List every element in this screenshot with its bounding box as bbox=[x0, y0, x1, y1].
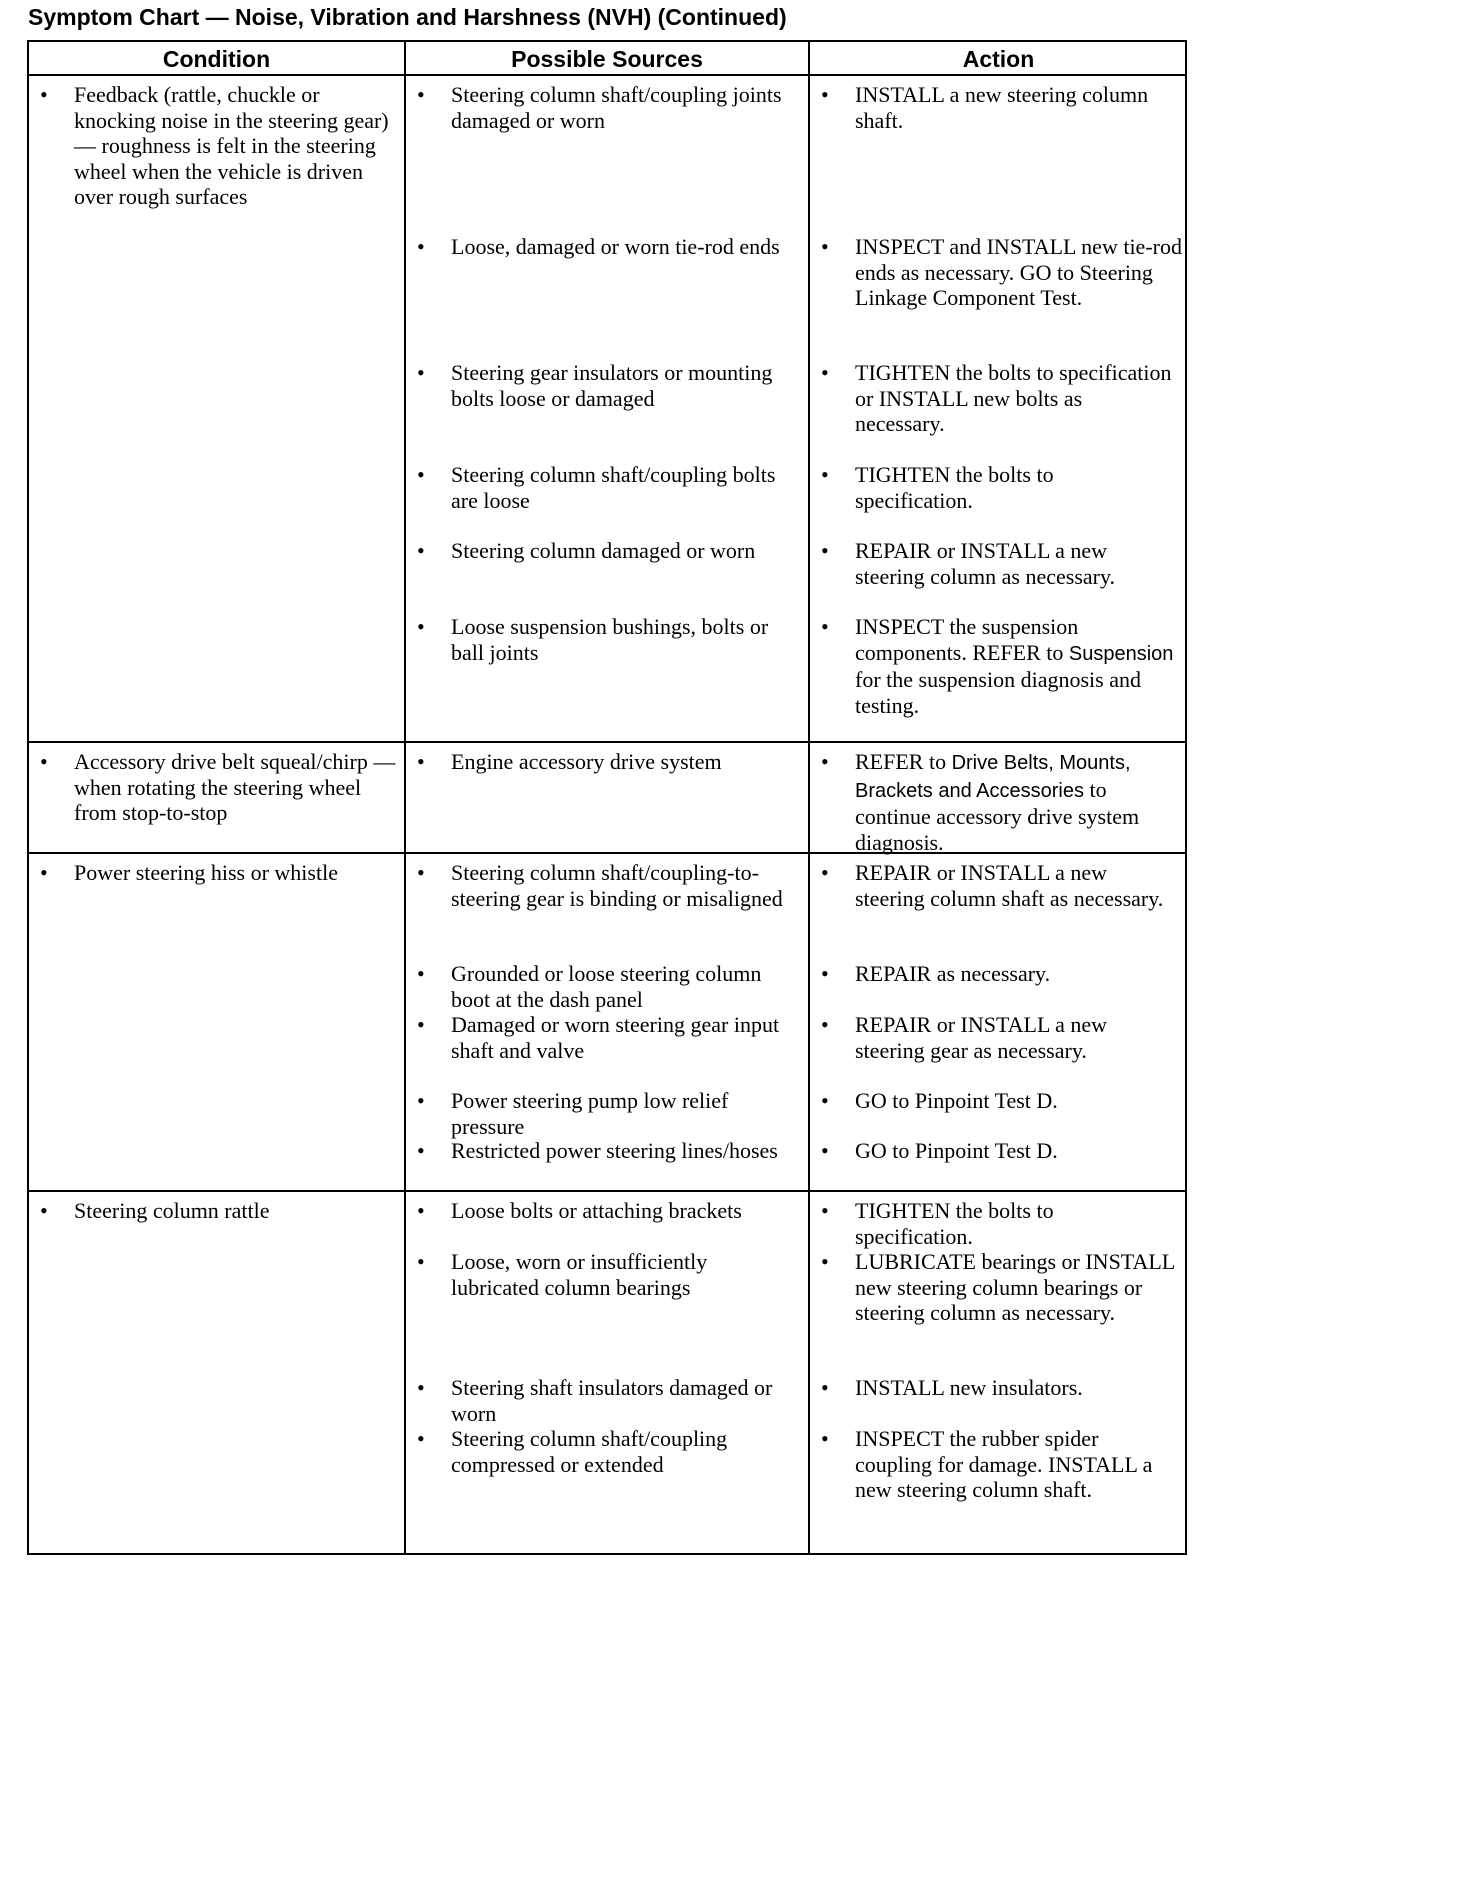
bullet: • bbox=[821, 1375, 829, 1400]
bullet: • bbox=[417, 1198, 425, 1223]
source-item bbox=[406, 1012, 786, 1063]
action-text: GO to Pinpoint Test D. bbox=[855, 1088, 1058, 1113]
bullet: • bbox=[821, 462, 829, 487]
bullet: • bbox=[821, 860, 829, 885]
condition-cell bbox=[29, 82, 399, 210]
source-item bbox=[406, 1249, 786, 1300]
bullet: • bbox=[417, 538, 425, 563]
source-text: Steering column shaft/coupling compressed or extended bbox=[451, 1426, 728, 1477]
action-item bbox=[810, 961, 1175, 987]
action-item bbox=[810, 1375, 1175, 1401]
source-item bbox=[406, 462, 786, 513]
action-text: TIGHTEN the bolts to specification. bbox=[855, 462, 1054, 513]
condition-text: Feedback (rattle, chuckle or knocking noise in the steering gear) — roughness is felt in the steering wheel when the vehicle is driven over rough surfaces bbox=[74, 82, 389, 209]
row-divider bbox=[29, 1190, 1185, 1192]
column-divider bbox=[404, 42, 406, 1553]
bullet: • bbox=[821, 82, 829, 107]
condition-text: Power steering hiss or whistle bbox=[74, 860, 338, 885]
action-text: TIGHTEN the bolts to specification. bbox=[855, 1198, 1054, 1249]
action-item bbox=[810, 1249, 1175, 1326]
action-text: INSTALL new insulators. bbox=[855, 1375, 1083, 1400]
source-item bbox=[406, 1198, 786, 1224]
bullet: • bbox=[40, 1198, 48, 1223]
bullet: • bbox=[417, 1012, 425, 1037]
source-text: Engine accessory drive system bbox=[451, 749, 722, 774]
source-item bbox=[406, 1088, 786, 1139]
action-text-post: for the suspension diagnosis and testing. bbox=[855, 667, 1141, 718]
action-text: LUBRICATE bearings or INSTALL new steering column bearings or steering column as necessary. bbox=[855, 1249, 1175, 1325]
source-item bbox=[406, 360, 786, 411]
action-item bbox=[810, 1138, 1175, 1164]
bullet: • bbox=[821, 961, 829, 986]
section-reference-suspension: Suspension bbox=[1068, 642, 1174, 665]
condition-text: Accessory drive belt squeal/chirp — when rotating the steering wheel from stop-to-stop bbox=[74, 749, 396, 825]
bullet: • bbox=[417, 860, 425, 885]
action-item bbox=[810, 614, 1175, 718]
bullet: • bbox=[417, 82, 425, 107]
source-item bbox=[406, 749, 786, 775]
action-item bbox=[810, 360, 1175, 437]
source-text: Grounded or loose steering column boot at the dash panel bbox=[451, 961, 762, 1012]
source-item bbox=[406, 961, 791, 1012]
condition-cell bbox=[29, 749, 399, 826]
action-text bbox=[855, 749, 1185, 855]
action-text: REPAIR as necessary. bbox=[855, 961, 1051, 986]
action-item bbox=[810, 749, 1185, 855]
bullet: • bbox=[417, 749, 425, 774]
bullet: • bbox=[417, 1249, 425, 1274]
action-text bbox=[855, 614, 1175, 718]
source-item bbox=[406, 1426, 786, 1477]
action-item bbox=[810, 860, 1175, 911]
header-divider bbox=[29, 74, 1185, 76]
action-item bbox=[810, 1088, 1175, 1114]
bullet: • bbox=[821, 1426, 829, 1451]
source-item bbox=[406, 1138, 786, 1164]
source-text: Power steering pump low relief pressure bbox=[451, 1088, 729, 1139]
source-item bbox=[406, 538, 786, 564]
action-text: INSPECT the rubber spider coupling for damage. INSTALL a new steering column shaft. bbox=[855, 1426, 1153, 1502]
action-item bbox=[810, 462, 1175, 513]
header-condition: Condition bbox=[162, 46, 271, 72]
action-text-pre: INSPECT the suspension components. REFER to bbox=[855, 614, 1079, 665]
action-text: INSTALL a new steering column shaft. bbox=[855, 82, 1149, 133]
source-text: Steering column shaft/coupling bolts are loose bbox=[451, 462, 776, 513]
action-text-pre: REFER to bbox=[855, 749, 947, 774]
bullet: • bbox=[40, 860, 48, 885]
source-item bbox=[406, 614, 786, 665]
bullet: • bbox=[417, 1088, 425, 1113]
bullet: • bbox=[821, 538, 829, 563]
source-text: Steering column shaft/coupling joints damaged or worn bbox=[451, 82, 782, 133]
source-text: Steering gear insulators or mounting bolts loose or damaged bbox=[451, 360, 773, 411]
bullet: • bbox=[417, 360, 425, 385]
source-item bbox=[406, 82, 786, 133]
section-reference-drive-belts: Drive Belts, Mounts, Brackets and Accessories bbox=[855, 752, 1131, 802]
source-item bbox=[406, 860, 791, 911]
row-divider bbox=[29, 741, 1185, 743]
action-item bbox=[810, 538, 1182, 589]
condition-cell bbox=[29, 860, 399, 886]
action-item bbox=[810, 1198, 1175, 1249]
bullet: • bbox=[821, 749, 829, 774]
source-text: Loose, damaged or worn tie-rod ends bbox=[451, 234, 780, 259]
bullet: • bbox=[821, 1249, 829, 1274]
bullet: • bbox=[417, 234, 425, 259]
action-text-post: to continue accessory drive system diagnosis. bbox=[855, 776, 1140, 855]
bullet: • bbox=[821, 1012, 829, 1037]
action-text: INSPECT and INSTALL new tie-rod ends as necessary. GO to Steering Linkage Component Test. bbox=[855, 234, 1182, 310]
bullet: • bbox=[417, 614, 425, 639]
source-item bbox=[406, 1375, 786, 1426]
bullet: • bbox=[821, 1088, 829, 1113]
bullet: • bbox=[821, 1138, 829, 1163]
bullet: • bbox=[40, 82, 48, 107]
source-text: Loose bolts or attaching brackets bbox=[451, 1198, 742, 1223]
bullet: • bbox=[40, 749, 48, 774]
header-possible-sources: Possible Sources bbox=[511, 46, 703, 72]
bullet: • bbox=[417, 961, 425, 986]
bullet: • bbox=[821, 360, 829, 385]
action-text: GO to Pinpoint Test D. bbox=[855, 1138, 1058, 1163]
action-text: TIGHTEN the bolts to specification or INSTALL new bolts as necessary. bbox=[855, 360, 1172, 436]
condition-text: Steering column rattle bbox=[74, 1198, 270, 1223]
bullet: • bbox=[821, 614, 829, 639]
source-text: Steering column shaft/coupling-to-steering gear is binding or misaligned bbox=[451, 860, 783, 911]
source-text: Steering shaft insulators damaged or worn bbox=[451, 1375, 773, 1426]
bullet: • bbox=[821, 1198, 829, 1223]
source-text: Loose suspension bushings, bolts or ball joints bbox=[451, 614, 769, 665]
action-item bbox=[810, 1012, 1175, 1063]
source-text: Damaged or worn steering gear input shaft and valve bbox=[451, 1012, 780, 1063]
source-text: Loose, worn or insufficiently lubricated column bearings bbox=[451, 1249, 708, 1300]
symptom-chart-table bbox=[27, 40, 1187, 1555]
action-item bbox=[810, 82, 1175, 133]
source-text: Restricted power steering lines/hoses bbox=[451, 1138, 778, 1163]
header-action: Action bbox=[962, 46, 1035, 72]
action-item bbox=[810, 1426, 1175, 1503]
source-item bbox=[406, 234, 786, 260]
page-title: Symptom Chart — Noise, Vibration and Harshness (NVH) (Continued) bbox=[28, 4, 787, 30]
action-text: REPAIR or INSTALL a new steering column as necessary. bbox=[855, 538, 1116, 589]
action-item bbox=[810, 234, 1182, 311]
condition-cell bbox=[29, 1198, 399, 1224]
bullet: • bbox=[417, 1375, 425, 1400]
bullet: • bbox=[417, 462, 425, 487]
bullet: • bbox=[417, 1426, 425, 1451]
bullet: • bbox=[821, 234, 829, 259]
action-text: REPAIR or INSTALL a new steering gear as necessary. bbox=[855, 1012, 1108, 1063]
bullet: • bbox=[417, 1138, 425, 1163]
source-text: Steering column damaged or worn bbox=[451, 538, 756, 563]
action-text: REPAIR or INSTALL a new steering column shaft as necessary. bbox=[855, 860, 1164, 911]
